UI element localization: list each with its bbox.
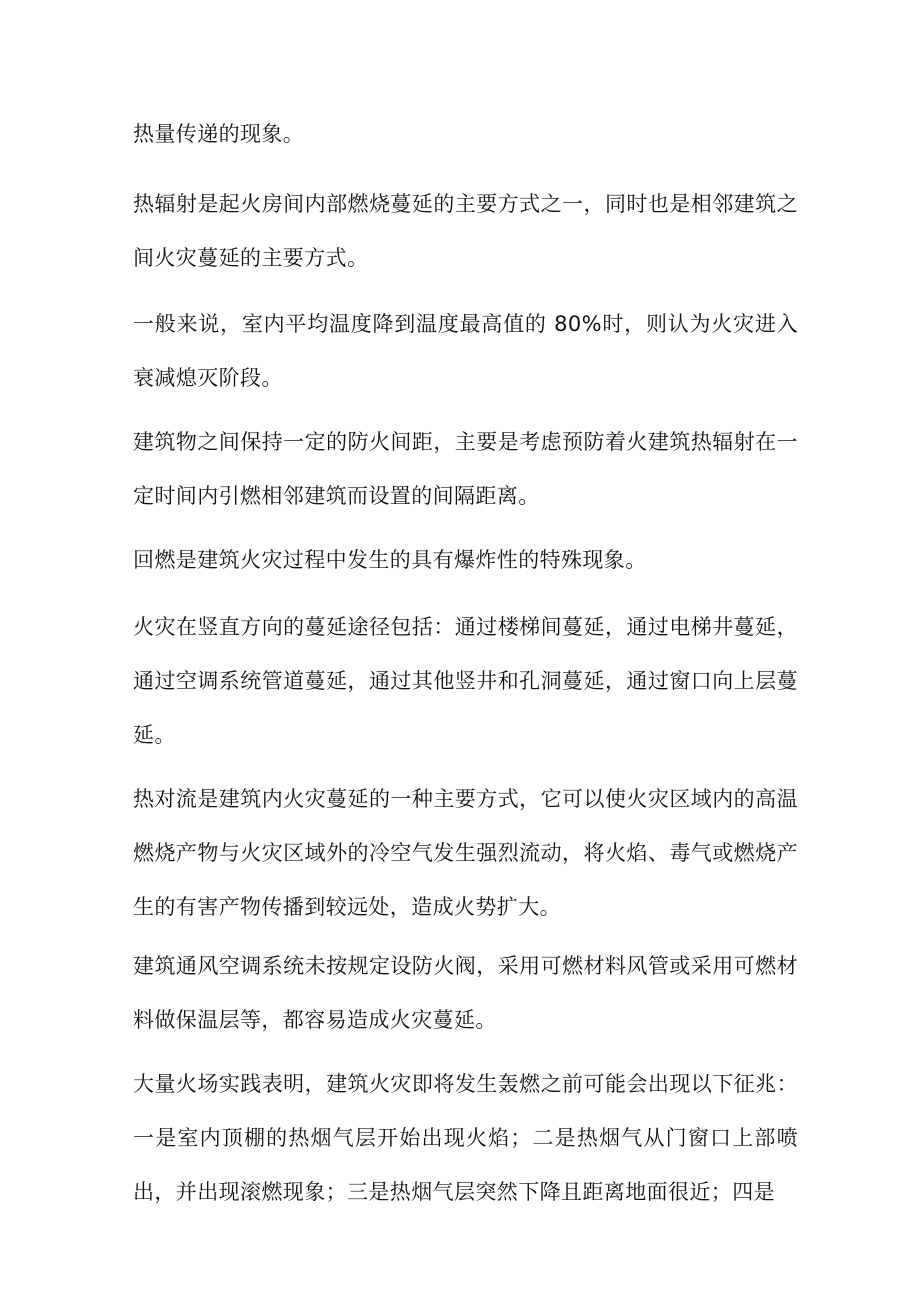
paragraph-decay-stage: 一般来说，室内平均温度降到温度最高值的 80%时，则认为火灾进入衰减熄灭阶段。 [133,312,798,390]
paragraph-backdraft: 回燃是建筑火灾过程中发生的具有爆炸性的特殊现象。 [133,548,647,572]
paragraph-flashover-signs: 大量火场实践表明，建筑火灾即将发生轰燃之前可能会出现以下征兆：一是室内顶棚的热烟气层开始出现火焰；二是热烟气从门窗口上部喷出，并出现滚燃现象；三是热烟气层突然下降且距离地面很近；四是 [133,1072,798,1204]
paragraph-vertical-spread: 火灾在竖直方向的蔓延途径包括：通过楼梯间蔓延，通过电梯井蔓延，通过空调系统管道蔓延，通过其他竖井和孔洞蔓延，通过窗口向上层蔓延。 [133,615,798,747]
paragraph-heat-convection: 热对流是建筑内火灾蔓延的一种主要方式，它可以使火灾区域内的高温燃烧产物与火灾区域外的冷空气发生强烈流动，将火焰、毒气或燃烧产生的有害产物传播到较远处，造成火势扩大。 [133,787,798,919]
paragraph-fire-separation: 建筑物之间保持一定的防火间距，主要是考虑预防着火建筑热辐射在一定时间内引燃相邻建筑而设置的间隔距离。 [133,430,798,508]
paragraph-heat-radiation: 热辐射是起火房间内部燃烧蔓延的主要方式之一，同时也是相邻建筑之间火灾蔓延的主要方式。 [133,192,798,270]
paragraph-heat-transfer: 热量传递的现象。 [133,122,305,146]
paragraph-hvac-system: 建筑通风空调系统未按规定设防火阀，采用可燃材料风管或采用可燃材料做保温层等，都容易造成火灾蔓延。 [133,954,798,1032]
